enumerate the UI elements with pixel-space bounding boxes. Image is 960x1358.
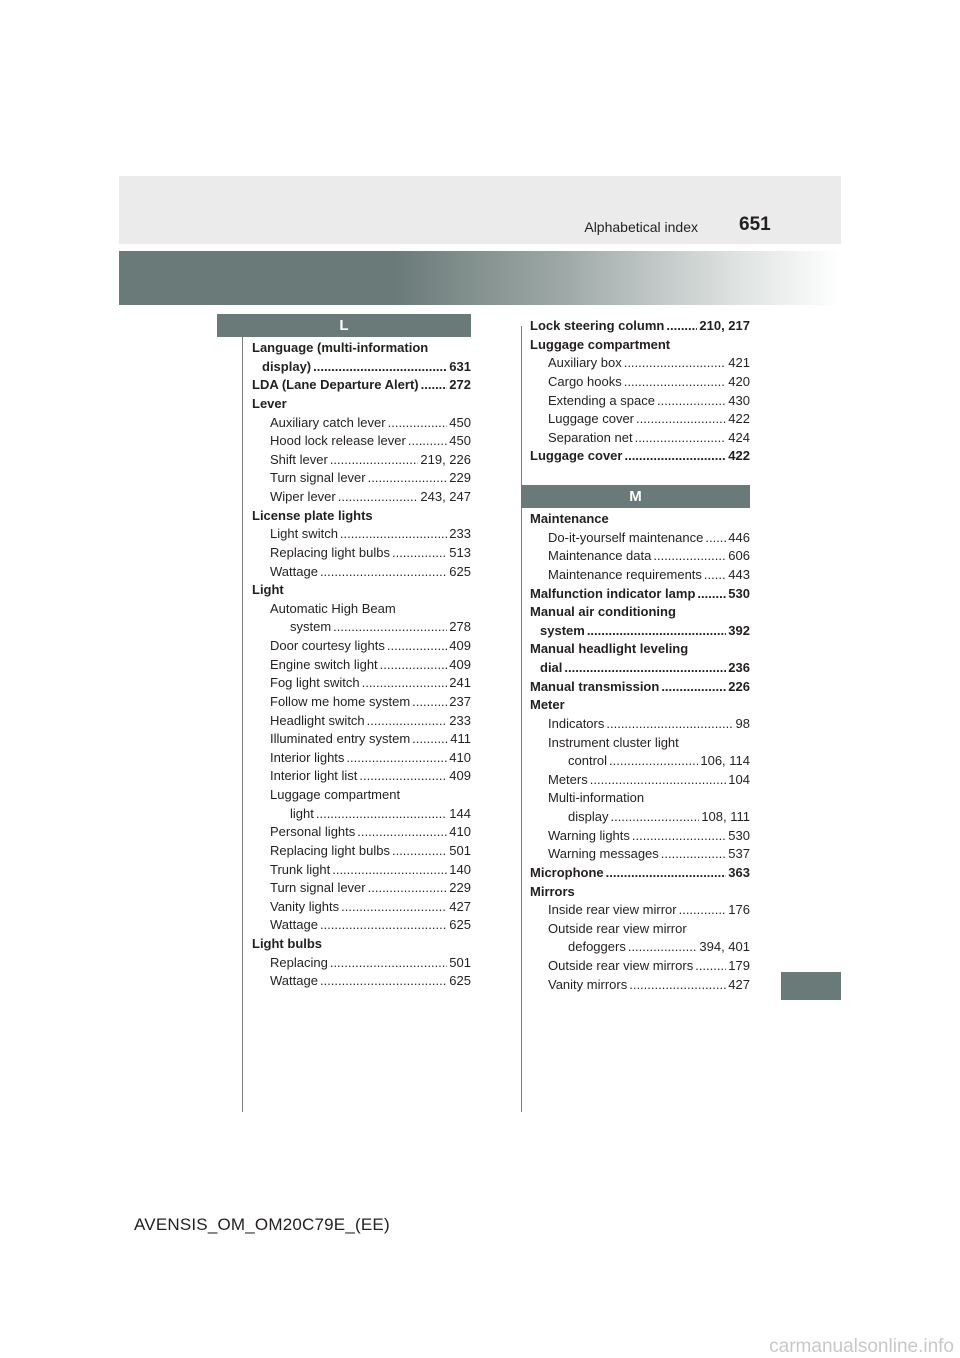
index-entry [530, 752, 750, 771]
index-entry-term: Meters [548, 771, 588, 787]
index-entry-term: Do-it-yourself maintenance [548, 529, 704, 545]
index-entry [530, 529, 750, 548]
index-entry [252, 767, 471, 786]
index-entry-term: Manual transmission [530, 678, 660, 694]
index-entry [530, 429, 750, 448]
index-entry [530, 373, 750, 392]
letter-heading-m: M [521, 485, 750, 508]
index-entry [530, 883, 750, 902]
dot-leader [609, 752, 698, 771]
index-entry [530, 447, 750, 466]
index-entry-term: dial [540, 660, 563, 675]
index-entry-term: Vanity mirrors [548, 976, 628, 992]
index-entry [252, 786, 471, 805]
index-entry-term: Luggage compartment [530, 336, 671, 352]
index-entry-page: 229 [449, 470, 471, 486]
index-entry [530, 957, 750, 976]
index-entry-term: Wattage [270, 973, 318, 989]
index-entry [530, 317, 750, 336]
index-entry-page: 450 [449, 414, 471, 430]
index-entry [252, 395, 471, 414]
index-entry-page: 427 [728, 976, 750, 992]
index-entry [530, 715, 750, 734]
index-column-left [252, 339, 471, 991]
index-entry-term: License plate lights [252, 507, 373, 523]
index-entry-page: 606 [728, 548, 750, 564]
index-entry-page: 210, 217 [699, 318, 750, 333]
dot-leader [635, 429, 727, 448]
index-entry [530, 864, 750, 883]
index-entry-page: 513 [449, 544, 471, 560]
dot-leader [704, 566, 726, 585]
index-entry-page: 237 [449, 693, 471, 709]
index-entry-page: 392 [728, 622, 750, 638]
dot-leader [338, 488, 419, 507]
section-title: Alphabetical index [584, 219, 698, 235]
dot-leader [359, 767, 447, 786]
index-entry-term: Turn signal lever [270, 470, 366, 486]
column-rule-left [242, 326, 243, 1112]
index-entry-page: 446 [728, 529, 750, 545]
index-entry-page: 422 [728, 448, 750, 464]
dot-leader [628, 938, 698, 957]
index-entry [530, 696, 750, 715]
dot-leader [320, 563, 447, 582]
dot-leader [387, 637, 447, 656]
index-entry-term: Instrument cluster light [548, 734, 679, 750]
dot-leader [610, 808, 699, 827]
index-entry [530, 808, 750, 827]
index-entry-term: Hood lock release lever [270, 433, 406, 449]
dot-leader [590, 771, 727, 790]
index-entry [252, 842, 471, 861]
index-entry-term: Light [252, 582, 284, 598]
index-entry [530, 678, 750, 697]
index-entry [530, 622, 750, 641]
index-entry-term: Headlight switch [270, 712, 365, 728]
index-entry-term: Inside rear view mirror [548, 902, 677, 918]
index-entry [252, 861, 471, 880]
dot-leader [330, 451, 419, 470]
index-entry-term: Light bulbs [252, 936, 323, 951]
index-entry [252, 712, 471, 731]
index-entry-term: Extending a space [548, 392, 655, 408]
dot-leader [357, 823, 447, 842]
index-entry-term: Meter [530, 697, 565, 713]
index-entry-page: 443 [728, 566, 750, 582]
index-entry [252, 730, 471, 749]
index-entry-term: Luggage cover [530, 448, 623, 464]
index-entry-page: 501 [449, 954, 471, 970]
index-entry [530, 510, 750, 529]
index-entry-term: Fog light switch [270, 675, 360, 691]
dot-leader [653, 547, 726, 566]
dot-leader [412, 693, 447, 712]
index-entry [252, 618, 471, 637]
index-entry [252, 749, 471, 768]
index-entry-page: 530 [728, 827, 750, 843]
index-entry [530, 392, 750, 411]
index-entry-term: Illuminated entry system [270, 731, 411, 747]
index-entry-term: Engine switch light [270, 656, 378, 672]
index-entry-term: Door courtesy lights [270, 638, 385, 653]
index-entry-term: Cargo hooks [548, 373, 622, 389]
index-entry [252, 693, 471, 712]
index-entry-term: Malfunction indicator lamp [530, 585, 696, 601]
dot-leader [367, 712, 448, 731]
index-entry [530, 920, 750, 939]
watermark: carmanualsonline.info [769, 1336, 954, 1357]
index-entry [252, 935, 471, 954]
index-entry-page: 233 [449, 526, 471, 542]
index-entry-page: 411 [450, 731, 471, 747]
index-entry-term: Wattage [270, 917, 318, 933]
index-entry-page: 422 [728, 411, 750, 427]
index-entry [252, 805, 471, 824]
index-entry-page: 363 [728, 864, 750, 880]
index-entry-page: 409 [449, 638, 471, 653]
index-entry-term: Interior lights [270, 749, 345, 765]
index-entry [530, 336, 750, 355]
index-entry [252, 898, 471, 917]
dot-leader [362, 674, 448, 693]
index-entry [252, 581, 471, 600]
page-number: 651 [739, 214, 771, 235]
index-entry-term: Automatic High Beam [270, 600, 396, 616]
index-entry [252, 432, 471, 451]
dot-leader [624, 373, 727, 392]
dot-leader [341, 898, 447, 917]
index-entry-term: Microphone [530, 864, 604, 880]
dot-leader [392, 842, 447, 861]
index-entry-term: Turn signal lever [270, 880, 366, 896]
index-entry-term: Indicators [548, 715, 605, 731]
index-entry-term: Mirrors [530, 883, 575, 899]
index-entry-page: 219, 226 [420, 451, 471, 467]
index-entry [252, 544, 471, 563]
index-entry-page: 409 [449, 656, 471, 672]
dot-leader [695, 957, 726, 976]
column-rule-right [521, 326, 522, 1112]
dot-leader [412, 730, 448, 749]
header-gradient-band [119, 251, 841, 305]
index-entry [252, 954, 471, 973]
index-entry-term: Auxiliary box [548, 355, 622, 371]
dot-leader [380, 656, 448, 675]
dot-leader [368, 879, 448, 898]
index-entry-term: light [290, 805, 314, 821]
dot-leader [392, 544, 447, 563]
index-entry-page: 501 [449, 842, 471, 858]
index-entry-page: 625 [449, 917, 471, 933]
index-entry [252, 600, 471, 619]
index-entry [530, 789, 750, 808]
index-entry-term: Lock steering column [530, 318, 665, 333]
index-entry [530, 845, 750, 864]
dot-leader [624, 354, 727, 373]
index-entry-page: 236 [728, 660, 750, 675]
index-entry-term: Personal lights [270, 824, 356, 840]
index-entry-term: Warning messages [548, 846, 659, 862]
index-entry [530, 734, 750, 753]
index-entry [530, 585, 750, 604]
index-entry-page: 106, 114 [700, 753, 750, 769]
index-entry-page: 530 [728, 585, 750, 601]
index-entry [530, 938, 750, 957]
index-entry [252, 451, 471, 470]
index-entry [530, 771, 750, 790]
index-entry-page: 427 [449, 898, 471, 914]
index-entry-term: Vanity lights [270, 898, 340, 914]
index-entry [530, 827, 750, 846]
index-entry-term: Maintenance data [548, 548, 652, 564]
index-entry-term: Luggage compartment [270, 787, 401, 802]
index-entry [530, 640, 750, 659]
index-entry-page: 424 [728, 429, 750, 445]
index-entry-term: Language (multi-information [252, 340, 429, 355]
index-entry-page: 98 [735, 715, 750, 731]
index-entry-term: Lever [252, 395, 287, 411]
index-entry-term: Manual headlight leveling [530, 641, 689, 657]
index-entry [252, 823, 471, 842]
index-entry [530, 354, 750, 373]
index-entry-page: 421 [728, 355, 750, 371]
index-entry [530, 547, 750, 566]
letter-heading-l: L [217, 314, 471, 337]
index-entry-term: Separation net [548, 429, 633, 445]
index-entry-page: 104 [728, 771, 750, 787]
index-entry [252, 637, 471, 656]
dot-leader [606, 864, 727, 883]
dot-leader [316, 805, 447, 824]
index-entry-page: 226 [728, 678, 750, 694]
index-entry-term: Outside rear view mirror [548, 920, 687, 936]
dot-leader [661, 845, 727, 864]
index-entry-term: Replacing light bulbs [270, 544, 390, 560]
dot-leader [705, 529, 726, 548]
dot-leader [564, 659, 726, 678]
index-entry-page: 450 [449, 433, 471, 449]
index-entry [252, 563, 471, 582]
index-entry [530, 603, 750, 622]
index-entry [530, 901, 750, 920]
dot-leader [340, 525, 447, 544]
index-entry-term: Manual air conditioning [530, 604, 676, 620]
index-entry-term: Maintenance requirements [548, 566, 702, 582]
index-entry-page: 409 [449, 768, 471, 784]
dot-leader [330, 954, 447, 973]
dot-leader [679, 901, 727, 920]
dot-leader [629, 976, 726, 995]
index-entry [252, 674, 471, 693]
dot-leader [587, 622, 726, 641]
index-entry-term: defoggers [568, 939, 626, 955]
dot-leader [368, 469, 448, 488]
index-entry-term: Maintenance [530, 511, 609, 526]
index-entry-page: 537 [728, 846, 750, 862]
index-entry [252, 656, 471, 675]
dot-leader [332, 861, 447, 880]
index-entry-term: display) [262, 358, 312, 374]
index-entry-page: 144 [449, 805, 471, 821]
index-entry [252, 507, 471, 526]
index-entry-page: 241 [449, 675, 471, 691]
index-entry-term: Wattage [270, 563, 318, 579]
index-entry-page: 140 [449, 861, 471, 877]
dot-leader [320, 972, 447, 991]
index-entry-page: 410 [449, 824, 471, 840]
header-band [119, 176, 841, 244]
dot-leader [636, 410, 726, 429]
index-entry [252, 488, 471, 507]
index-entry-term: Warning lights [548, 827, 630, 843]
dot-leader [624, 447, 726, 466]
dot-leader [320, 916, 447, 935]
index-entry [530, 410, 750, 429]
index-entry-term: Outside rear view mirrors [548, 958, 694, 973]
index-entry-term: system [540, 622, 585, 638]
dot-leader [421, 376, 448, 395]
index-entry-page: 410 [449, 749, 471, 765]
dot-leader [697, 585, 726, 604]
index-entry [530, 566, 750, 585]
index-column-right-bottom [530, 510, 750, 994]
dot-leader [313, 358, 447, 377]
index-entry [252, 916, 471, 935]
index-entry-page: 394, 401 [699, 939, 750, 955]
chapter-tab [781, 972, 841, 1000]
index-entry-term: Wiper lever [270, 489, 336, 504]
index-entry-term: Multi-information [548, 790, 645, 806]
index-entry-term: LDA (Lane Departure Alert) [252, 377, 419, 393]
index-entry [252, 879, 471, 898]
index-entry-term: Light switch [270, 526, 338, 542]
index-entry-page: 229 [449, 880, 471, 896]
index-entry-term: Auxiliary catch lever [270, 414, 386, 430]
index-entry [252, 358, 471, 377]
index-entry [252, 972, 471, 991]
index-entry-page: 233 [449, 712, 471, 728]
dot-leader [666, 317, 697, 336]
index-column-right-top [530, 317, 750, 466]
index-entry [252, 376, 471, 395]
index-entry [252, 414, 471, 433]
index-entry-term: Follow me home system [270, 693, 411, 709]
index-entry-page: 179 [728, 958, 750, 973]
index-entry-page: 176 [728, 902, 750, 918]
index-entry-term: Replacing light bulbs [270, 842, 390, 858]
index-entry-page: 272 [449, 377, 471, 393]
index-entry-page: 278 [449, 619, 471, 635]
index-entry [530, 976, 750, 995]
index-entry-term: Trunk light [270, 861, 331, 877]
index-entry-page: 430 [728, 392, 750, 408]
index-entry-page: 243, 247 [420, 489, 471, 504]
index-entry-page: 420 [728, 373, 750, 389]
index-entry-page: 631 [449, 358, 471, 374]
dot-leader [661, 678, 726, 697]
document-code: AVENSIS_OM_OM20C79E_(EE) [134, 1215, 390, 1234]
dot-leader [388, 414, 448, 433]
index-entry-term: Interior light list [270, 768, 358, 784]
index-entry [530, 659, 750, 678]
index-entry-term: system [290, 619, 332, 635]
index-entry [252, 339, 471, 358]
dot-leader [346, 749, 447, 768]
dot-leader [606, 715, 733, 734]
dot-leader [408, 432, 447, 451]
index-entry-term: display [568, 809, 609, 824]
index-entry-page: 108, 111 [701, 809, 750, 824]
index-entry-term: Replacing [270, 954, 328, 970]
index-entry-page: 625 [449, 563, 471, 579]
index-entry-term: control [568, 753, 608, 769]
dot-leader [657, 392, 726, 411]
index-entry-term: Luggage cover [548, 411, 635, 427]
index-entry [252, 525, 471, 544]
dot-leader [632, 827, 726, 846]
index-entry-page: 625 [449, 973, 471, 989]
index-entry [252, 469, 471, 488]
dot-leader [333, 618, 447, 637]
index-entry-term: Shift lever [270, 451, 328, 467]
